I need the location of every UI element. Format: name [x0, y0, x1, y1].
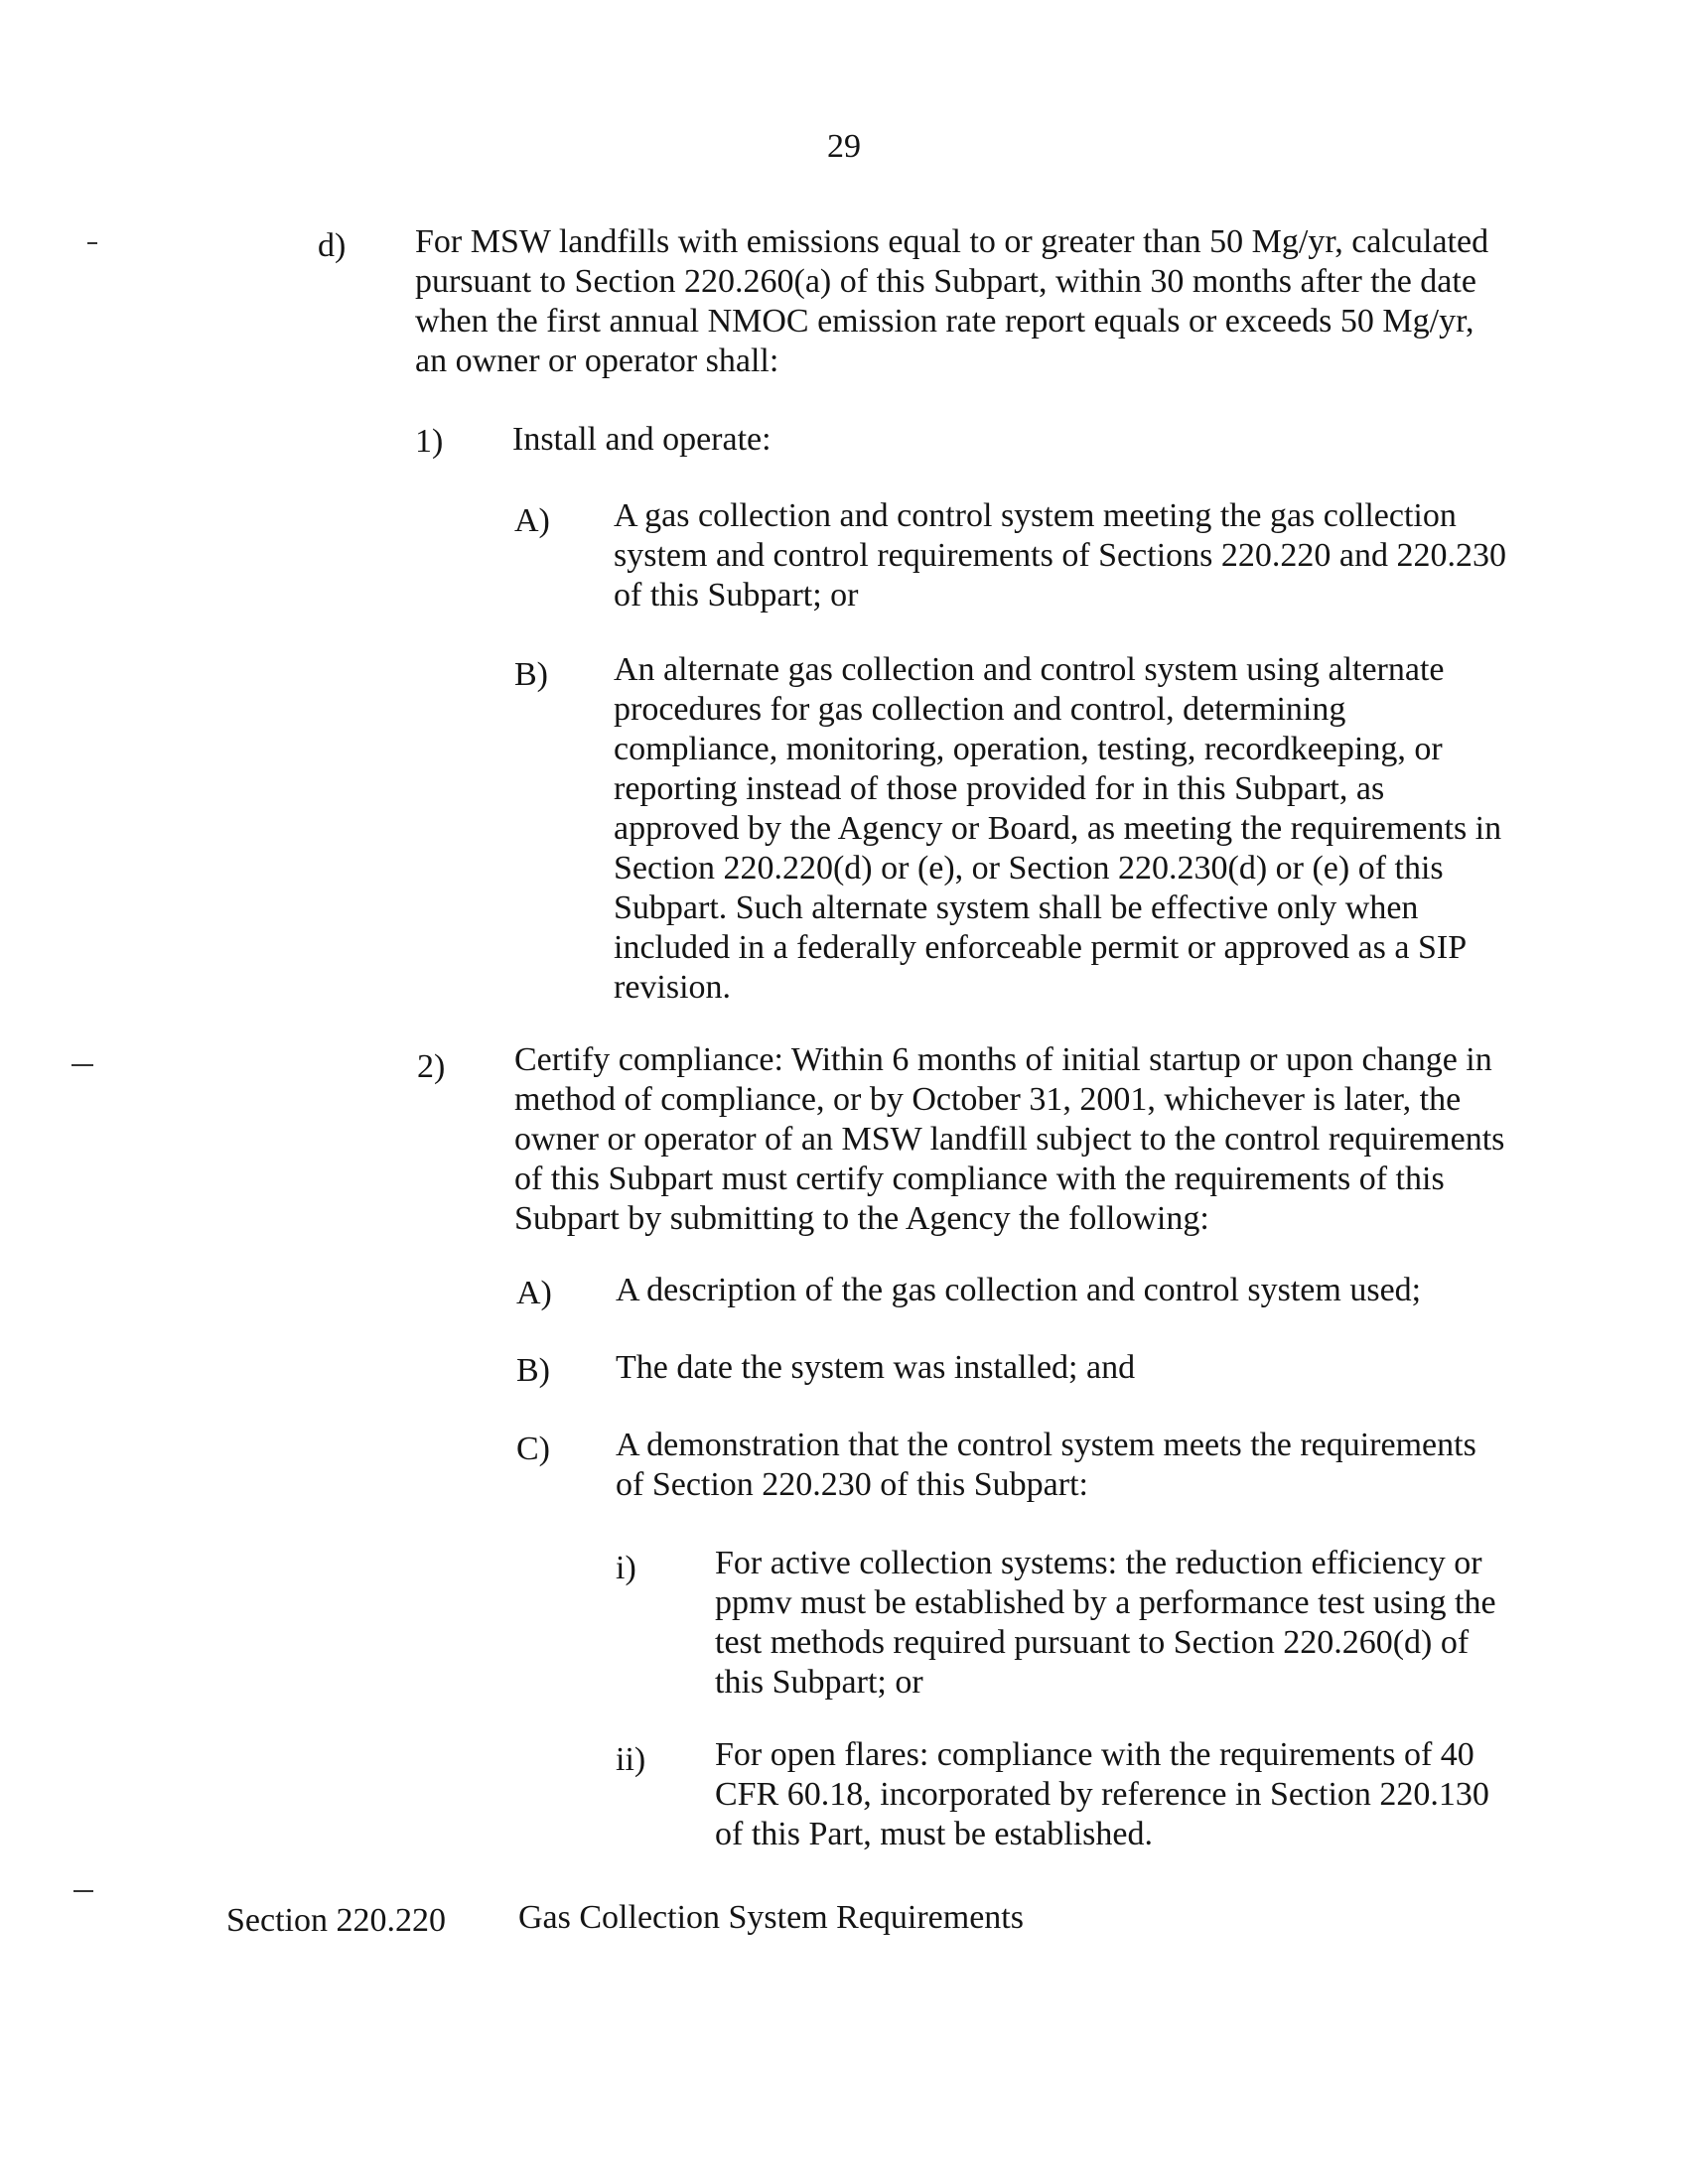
item-text: A description of the gas collection and control system used;: [616, 1272, 1422, 1308]
margin-mark: [73, 1890, 93, 1892]
item-text: For active collection systems: the reduction efficiency or ppmv must be established by a performance test using the test methods required pursuant to Section 220.260(d) of this Subpart; or: [715, 1545, 1496, 1701]
item-text: For open flares: compliance with the requirements of 40 CFR 60.18, incorporated by reference in Section 220.130 of this Part, must be established.: [715, 1736, 1489, 1852]
item-label: d): [318, 227, 347, 264]
item-text: Install and operate:: [512, 421, 772, 458]
item-label: i): [616, 1550, 636, 1586]
item-label: A): [516, 1275, 552, 1311]
item-label: C): [516, 1431, 550, 1467]
item-text: An alternate gas collection and control system using alternate procedures for gas collection and control, determining compliance, monitoring, operation, testing, recordkeeping, or reporting instead of those provided for in this Subpart, as approved by the Agency or Board, as meeting the requirements in Section 220.220(d) or (e), or Section 220.230(d) or (e) of this Subpart. Such alternate system shall be effective only when included in a federally enforceable permit or approved as a SIP revision.: [614, 651, 1502, 1006]
section-number: Section 220.220: [226, 1902, 446, 1939]
margin-mark: [71, 1064, 93, 1066]
item-label: 1): [415, 423, 444, 460]
item-text: For MSW landfills with emissions equal to or greater than 50 Mg/yr, calculated pursuant to Section 220.260(a) of this Subpart, within 30 months after the date when the first annual NMOC emission rate report equals or exceeds 50 Mg/yr, an owner or operator shall:: [415, 223, 1489, 379]
item-text: A gas collection and control system meeting the gas collection system and control requirements of Sections 220.220 and 220.230 of this Subpart; or: [614, 497, 1506, 614]
margin-mark: [87, 242, 97, 244]
item-label: A): [514, 502, 550, 539]
item-label: B): [514, 656, 548, 693]
item-text: A demonstration that the control system meets the requirements of Section 220.230 of this Subpart:: [616, 1427, 1476, 1503]
item-text: The date the system was installed; and: [616, 1349, 1136, 1386]
item-label: ii): [616, 1741, 646, 1778]
item-label: B): [516, 1352, 550, 1389]
item-text: Certify compliance: Within 6 months of initial startup or upon change in method of compliance, or by October 31, 2001, whichever is later, the owner or operator of an MSW landfill subject to the control requirements of this Subpart must certify compliance with the requirements of this Subpart by submitting to the Agency the following:: [514, 1041, 1505, 1237]
section-title: Gas Collection System Requirements: [518, 1899, 1024, 1936]
item-label: 2): [417, 1048, 446, 1085]
page-number: 29: [827, 128, 861, 165]
